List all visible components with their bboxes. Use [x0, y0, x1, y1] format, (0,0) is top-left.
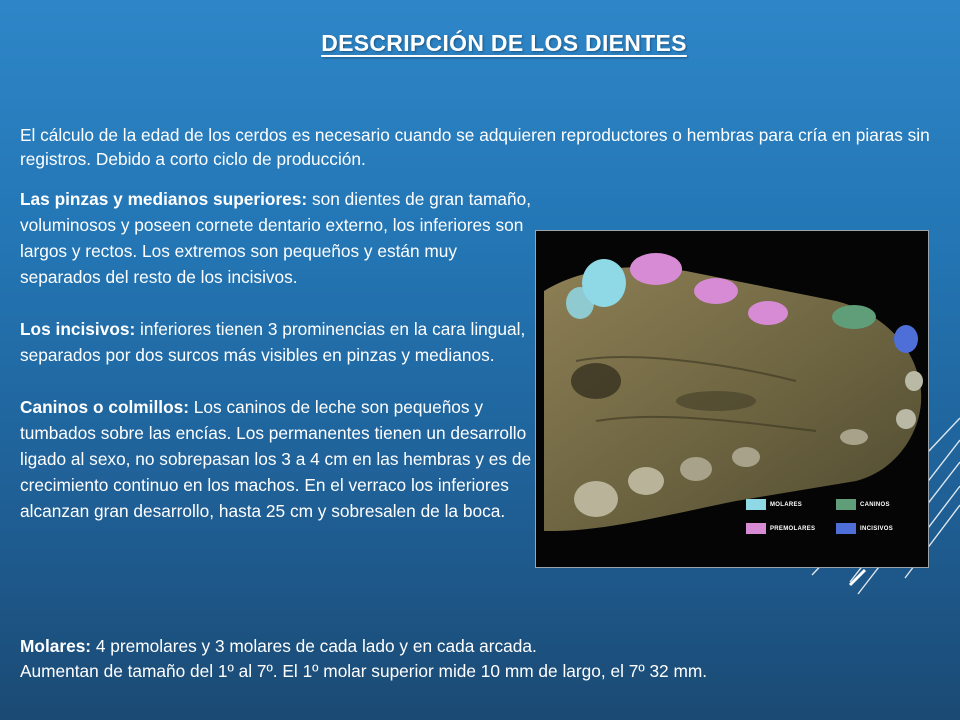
legend-label-incisivos: INCISIVOS	[860, 525, 894, 532]
legend-item-caninos	[836, 499, 890, 510]
section-lead: Caninos o colmillos:	[20, 397, 189, 417]
molares-paragraph	[20, 634, 950, 684]
premolar-tooth	[748, 301, 788, 325]
molar-tooth	[566, 287, 594, 319]
legend-item-molares	[746, 499, 802, 510]
swatch-premolares	[746, 523, 766, 534]
section-text: Los caninos de leche son pequeños y tumbados sobre las encías. Los permanentes tienen un desarrollo ligado al sexo, no sobrepasan los 3 a 4 cm en las hembras y es de crecimiento continuo en los machos. En el verraco los inferiores alcanzan gran desarrollo, hasta 25 cm y sobresalen de la boca.	[20, 397, 532, 521]
intro-paragraph: El cálculo de la edad de los cerdos es necesario cuando se adquieren reproductores o hembras para cría en piaras sin registros. Debido a corto ciclo de producción.	[20, 125, 930, 169]
color-legend	[746, 499, 916, 549]
skull-figure	[535, 230, 929, 568]
section-incisivos	[20, 316, 538, 368]
premolar-tooth	[694, 278, 738, 304]
swatch-molares	[746, 499, 766, 510]
section-text: son dientes de gran tamaño, voluminosos y poseen cornete dentario externo, los inferiores son largos y rectos. Los extremos son pequeños y están muy separados del resto de los incisivos.	[20, 189, 532, 287]
molares-line2: Aumentan de tamaño del 1º al 7º. El 1º molar superior mide 10 mm de largo, el 7º 32 mm.	[20, 661, 708, 681]
description-column	[20, 186, 538, 524]
molares-lead: Molares:	[20, 636, 92, 656]
canine-tooth	[832, 305, 876, 329]
section-pinzas	[20, 186, 538, 290]
section-lead: Las pinzas y medianos superiores:	[20, 189, 308, 209]
section-text: inferiores tienen 3 prominencias en la cara lingual, separados por dos surcos más visibles en pinzas y medianos.	[20, 319, 526, 365]
swatch-caninos	[836, 499, 856, 510]
section-lead: Los incisivos:	[20, 319, 136, 339]
incisor-tooth	[905, 371, 923, 391]
legend-label-premolares: PREMOLARES	[770, 525, 816, 532]
molares-text: 4 premolares y 3 molares de cada lado y en cada arcada.	[91, 636, 537, 656]
section-caninos	[20, 394, 538, 524]
legend-item-premolares	[746, 523, 815, 534]
slide-title: DESCRIPCIÓN DE LOS DIENTES	[321, 30, 687, 56]
legend-label-caninos: CANINOS	[860, 501, 890, 508]
incisor-tooth	[894, 325, 918, 353]
premolar-tooth	[630, 253, 682, 285]
legend-item-incisivos	[836, 523, 893, 534]
incisor-tooth	[896, 409, 916, 429]
legend-label-molares: MOLARES	[770, 501, 803, 508]
swatch-incisivos	[836, 523, 856, 534]
